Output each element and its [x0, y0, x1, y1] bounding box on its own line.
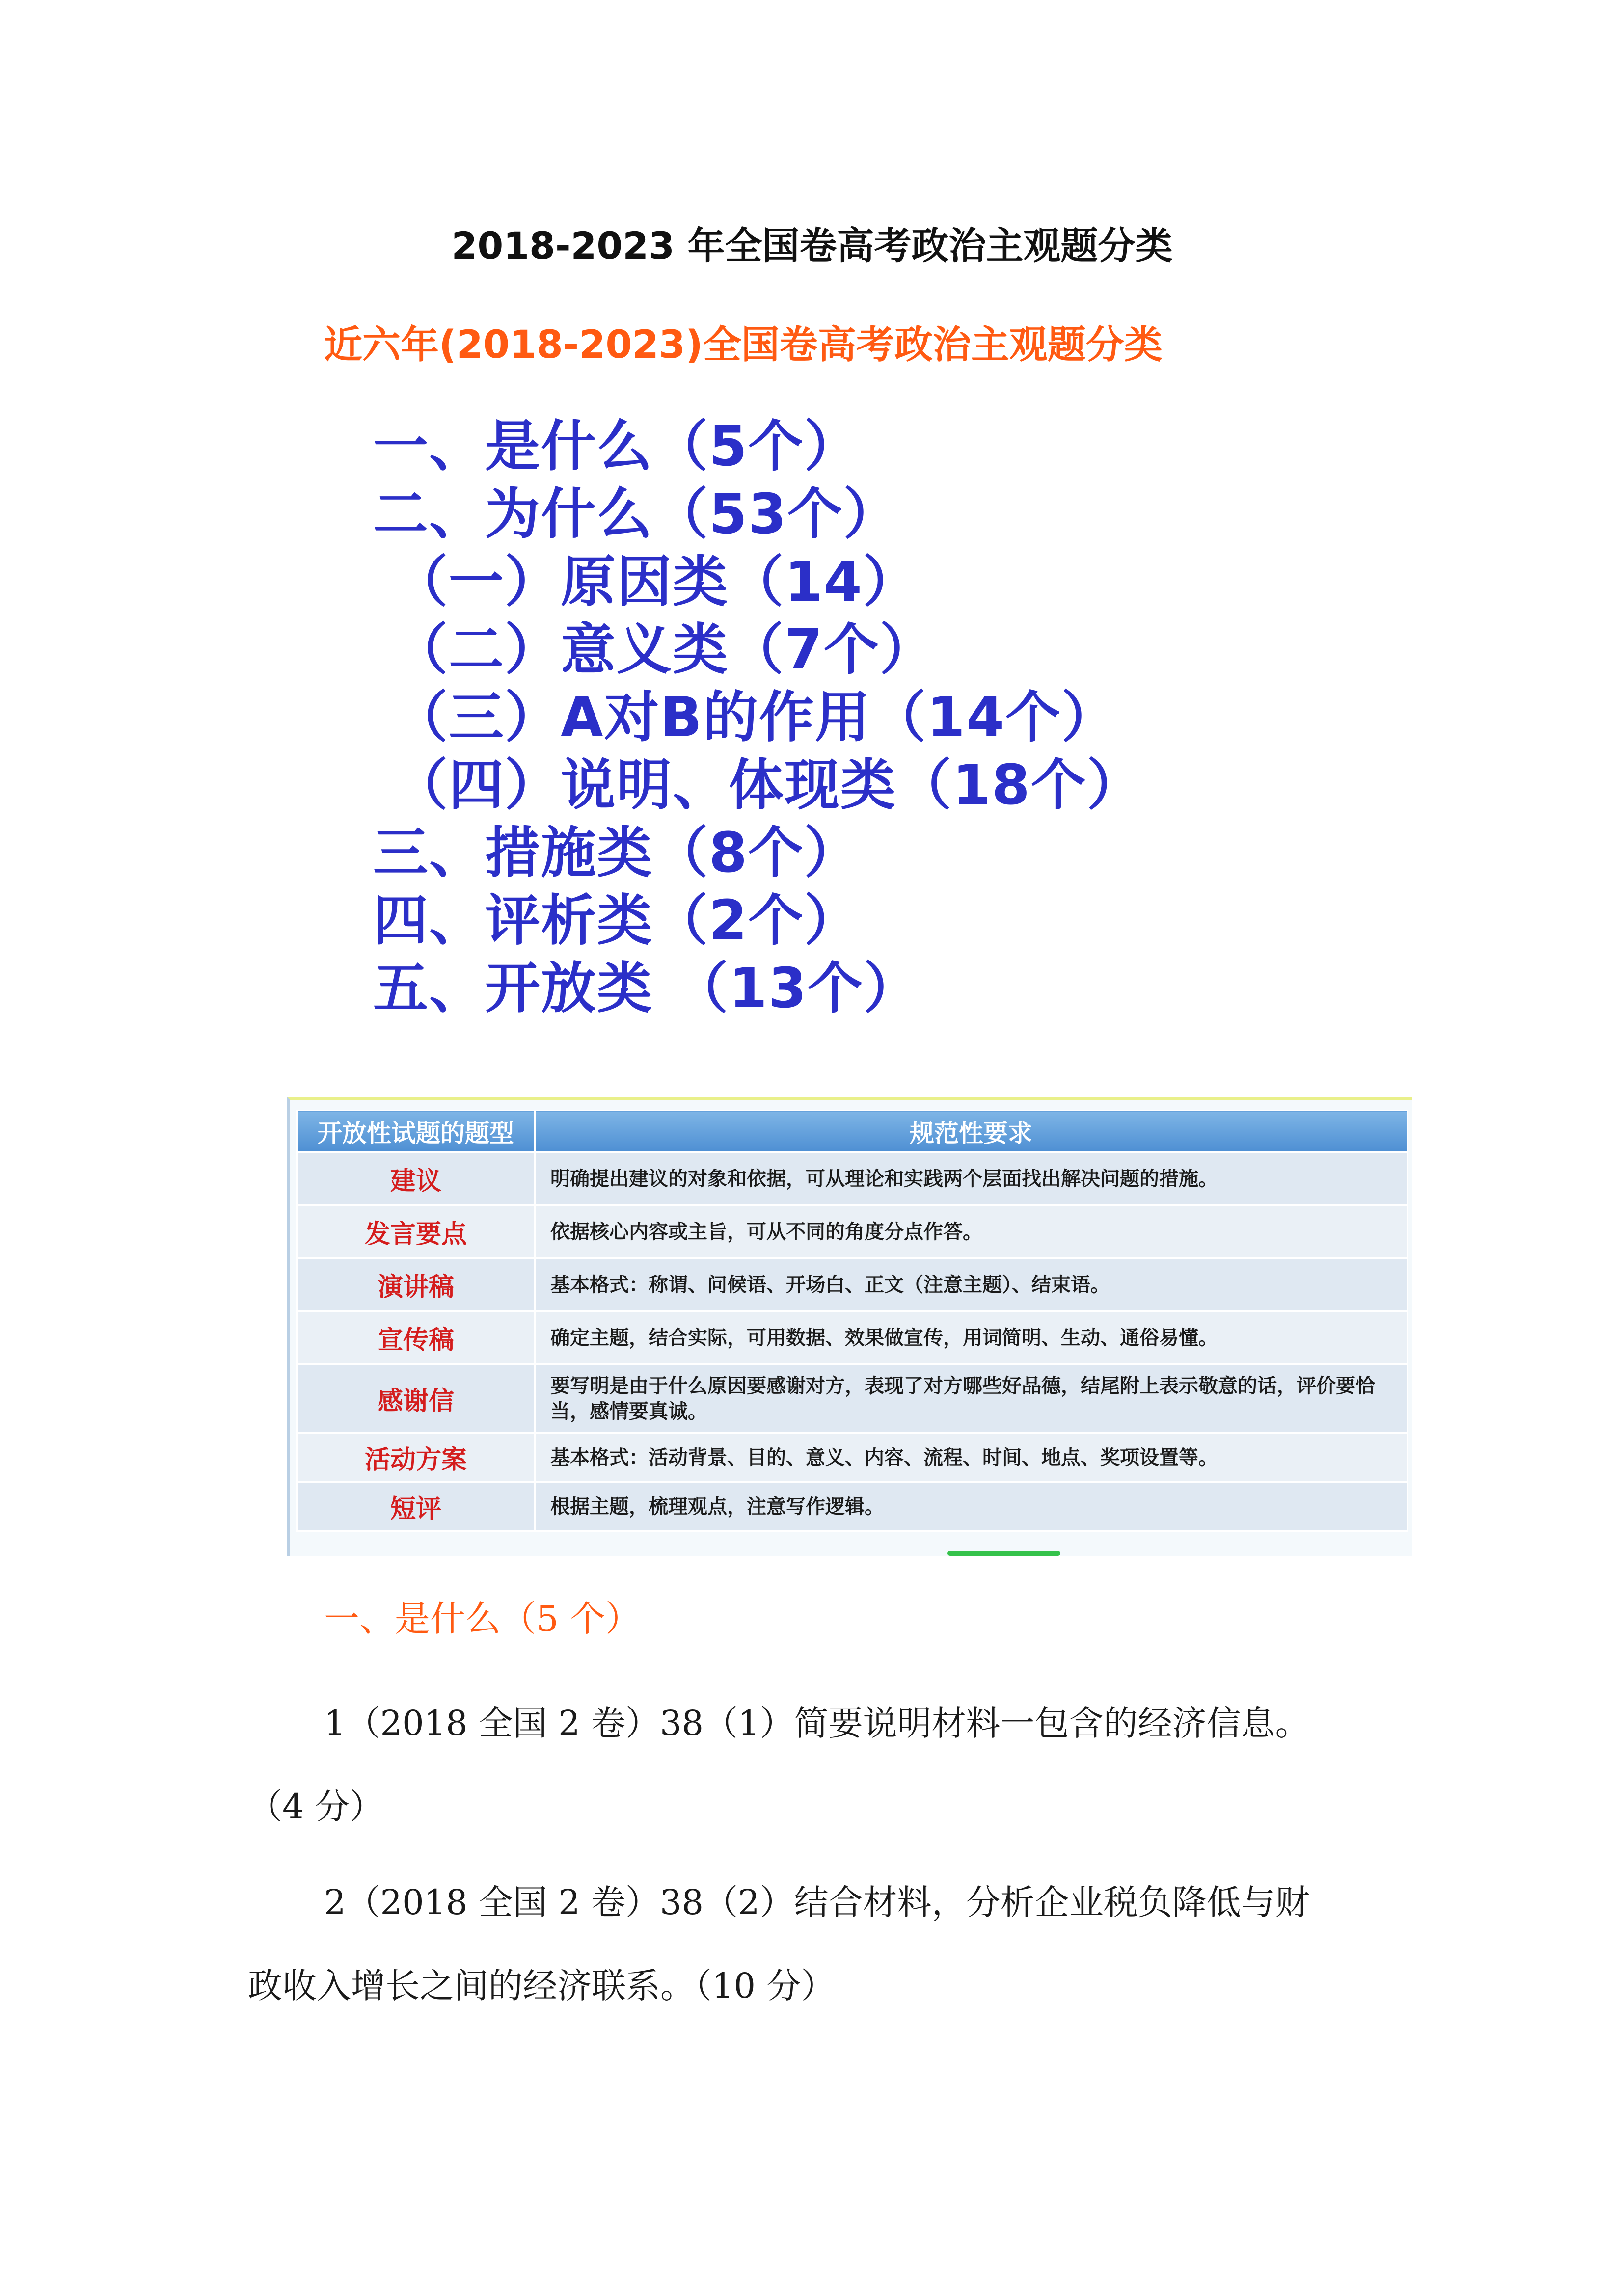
table-row [297, 1152, 1407, 1205]
table-row [297, 1205, 1407, 1258]
table-header-type: 开放性试题的题型 [297, 1111, 535, 1152]
requirement-cell: 根据主题，梳理观点，注意写作逻辑。 [535, 1482, 1407, 1531]
table-row [297, 1258, 1407, 1311]
outline-item: 四、评析类（2个） [373, 889, 860, 953]
question-2-line-1: 2（2018 全国 2 卷）38（2）结合材料，分析企业税负降低与财 [324, 1882, 1310, 1922]
table-row [297, 1364, 1407, 1433]
requirement-cell: 基本格式：称谓、问候语、开场白、正文（注意主题）、结束语。 [535, 1258, 1407, 1311]
table-header-requirement: 规范性要求 [535, 1111, 1407, 1152]
requirement-cell: 依据核心内容或主旨，可从不同的角度分点作答。 [535, 1205, 1407, 1258]
requirement-cell: 基本格式：活动背景、目的、意义、内容、流程、时间、地点、奖项设置等。 [535, 1433, 1407, 1482]
question-type-cell: 短评 [297, 1482, 535, 1531]
outline-item: 二、为什么（53个） [373, 482, 899, 546]
decorative-bar [947, 1551, 1060, 1556]
question-type-cell: 发言要点 [297, 1205, 535, 1258]
requirement-cell: 确定主题，结合实际，可用数据、效果做宣传，用词简明、生动、通俗易懂。 [535, 1311, 1407, 1364]
question-1-line-2: （4 分） [248, 1787, 384, 1827]
question-type-cell: 宣传稿 [297, 1311, 535, 1364]
section-heading: 一、是什么（5 个） [324, 1598, 641, 1639]
question-type-cell: 建议 [297, 1152, 535, 1205]
question-type-cell: 演讲稿 [297, 1258, 535, 1311]
question-type-cell: 活动方案 [297, 1433, 535, 1482]
subtitle: 近六年(2018-2023)全国卷高考政治主观题分类 [324, 323, 1163, 367]
question-2-line-2: 政收入增长之间的经济联系。（10 分） [248, 1966, 836, 2006]
outline-item: （一）原因类（14） [393, 550, 919, 614]
table-row [297, 1311, 1407, 1364]
outline-item: （三）A对B的作用（14个） [393, 686, 1117, 749]
question-1-line-1: 1（2018 全国 2 卷）38（1）简要说明材料一包含的经济信息。 [324, 1703, 1310, 1743]
requirement-cell: 明确提出建议的对象和依据，可从理论和实践两个层面找出解决问题的措施。 [535, 1152, 1407, 1205]
outline-item: 三、措施类（8个） [373, 821, 860, 885]
table-row [297, 1433, 1407, 1482]
outline-item: （二）意义类（7个） [393, 618, 936, 682]
outline-item: 五、开放类 （13个） [373, 957, 920, 1020]
outline-item: 一、是什么（5个） [373, 415, 860, 479]
requirements-table [296, 1110, 1408, 1532]
table-row [297, 1482, 1407, 1531]
outline-item: （四）说明、体现类（18个） [393, 753, 1143, 817]
document-title: 2018-2023 年全国卷高考政治主观题分类 [451, 224, 1173, 267]
requirement-cell: 要写明是由于什么原因要感谢对方，表现了对方哪些好品德，结尾附上表示敬意的话，评价要恰当，感情要真诚。 [535, 1364, 1407, 1433]
open-question-table-image [287, 1097, 1412, 1556]
question-type-cell: 感谢信 [297, 1364, 535, 1433]
